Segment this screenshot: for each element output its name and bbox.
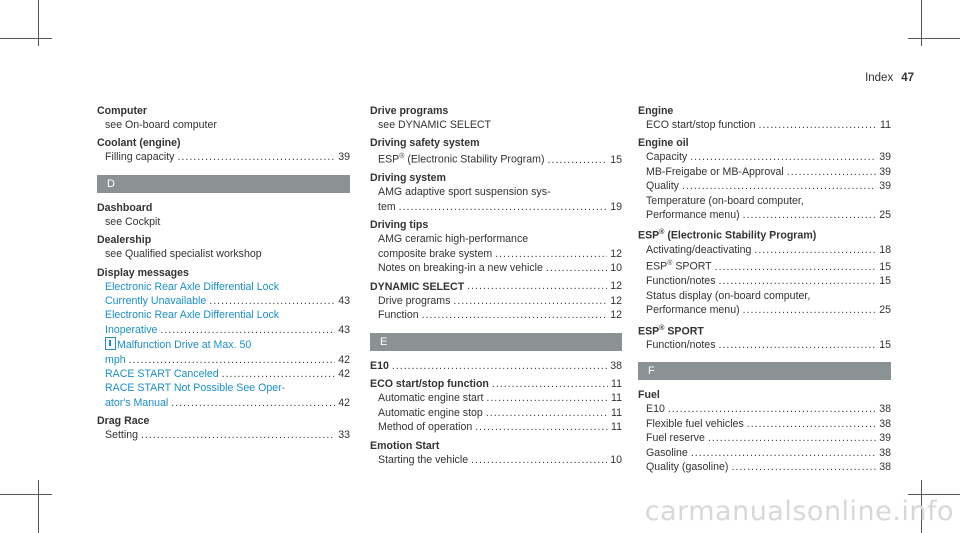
- index-entry-dealership: [97, 233, 350, 261]
- page-ref: 25: [879, 209, 891, 222]
- leader-dots: [754, 243, 876, 257]
- entry-subitem: [97, 247, 350, 261]
- index-entry-e10: [370, 359, 622, 373]
- leader-dots: [787, 165, 876, 179]
- subitem-text: Function/notes: [646, 275, 716, 288]
- entry-subitem[interactable]: [97, 280, 350, 294]
- entry-subitem[interactable]: [638, 446, 891, 460]
- entry-subitem[interactable]: [638, 402, 891, 416]
- leader-dots: [759, 118, 877, 132]
- leader-dots: [475, 420, 608, 434]
- subitem-text: Inoperative: [105, 323, 158, 336]
- subitem-text: Currently Unavailable: [105, 295, 207, 308]
- leader-dots: [392, 359, 607, 373]
- warning-icon: [105, 337, 116, 350]
- page-ref: 39: [879, 165, 891, 178]
- page-ref: 43: [338, 323, 350, 336]
- leader-dots: [719, 338, 877, 352]
- entry-subitem[interactable]: [638, 243, 891, 257]
- entry-heading: Display messages: [97, 266, 189, 279]
- page-ref: 42: [338, 396, 350, 409]
- entry-subitem[interactable]: [638, 208, 891, 222]
- entry-heading: Drag Race: [97, 415, 150, 428]
- subitem-text: tem: [378, 200, 396, 213]
- entry-subitem[interactable]: [370, 294, 622, 308]
- subitem-text: Filling capacity: [105, 151, 175, 164]
- subitem-text: AMG adaptive sport suspension sys-: [378, 186, 551, 199]
- subitem-text: Temperature (on-board computer,: [646, 194, 804, 207]
- entry-subitem[interactable]: [638, 289, 891, 303]
- leader-dots: [747, 417, 876, 431]
- index-entry-drag-race: [97, 414, 350, 442]
- entry-subitem[interactable]: [97, 367, 350, 381]
- entry-heading: Driving safety system: [370, 137, 480, 150]
- leader-dots: [160, 323, 335, 337]
- subitem-label: (Electronic Stability Program): [407, 153, 545, 166]
- crop-mark: [38, 0, 39, 46]
- subitem-text: Gasoline: [646, 446, 688, 459]
- watermark: carmanualsonline.info: [644, 496, 954, 527]
- page-ref: 38: [879, 461, 891, 474]
- entry-subitem[interactable]: [370, 453, 622, 467]
- entry-subitem[interactable]: [97, 396, 350, 410]
- index-entry-driving-safety: [370, 136, 622, 167]
- entry-subitem[interactable]: [97, 294, 350, 308]
- leader-dots: [492, 377, 608, 391]
- leader-dots: [495, 247, 607, 261]
- page-ref: 15: [879, 260, 891, 273]
- page-ref: 38: [610, 359, 622, 372]
- leader-dots: [546, 261, 607, 275]
- entry-subitem[interactable]: [638, 194, 891, 208]
- index-entry-emotion-start: [370, 439, 622, 467]
- leader-dots: [177, 150, 335, 164]
- subitem-text: AMG ceramic high-performance: [378, 233, 529, 246]
- entry-heading: Dealership: [97, 234, 152, 247]
- subitem-text: Capacity: [646, 151, 688, 164]
- index-entry-drive-programs: [370, 104, 622, 132]
- entry-subitem[interactable]: [638, 150, 891, 164]
- leader-dots: [222, 367, 336, 381]
- entry-subitem[interactable]: [638, 118, 891, 132]
- page-ref: 38: [879, 403, 891, 416]
- subitem-text: [378, 150, 545, 167]
- page-ref: 39: [879, 432, 891, 445]
- entry-subitem[interactable]: [638, 165, 891, 179]
- leader-dots: [422, 308, 608, 322]
- index-entry-esp-sport: [638, 322, 891, 353]
- subitem-text: Status display (on-board computer,: [646, 289, 811, 302]
- leader-dots: [708, 431, 876, 445]
- subitem-text: RACE START Canceled: [105, 368, 219, 381]
- entry-heading: Drive programs: [370, 105, 449, 117]
- registered-mark: ®: [659, 229, 665, 237]
- subitem-text: composite brake system: [378, 247, 493, 260]
- leader-dots: [471, 453, 607, 467]
- page-ref: 12: [610, 294, 622, 307]
- section-letter-e: E: [370, 333, 622, 351]
- subitem-text: Starting the vehicle: [378, 453, 469, 466]
- entry-subitem[interactable]: [370, 420, 622, 434]
- subitem-text: Setting: [105, 429, 138, 442]
- index-entry-fuel: [638, 388, 891, 474]
- leader-dots: [486, 406, 608, 420]
- entry-heading: Engine: [638, 105, 674, 117]
- subitem-text: [646, 257, 712, 274]
- esp-prefix: ESP: [638, 229, 660, 242]
- leader-dots: [399, 200, 608, 214]
- index-entry-driving-tips: [370, 218, 622, 275]
- entry-heading: Engine oil: [638, 137, 689, 150]
- page-ref: 11: [611, 421, 622, 434]
- crop-mark: [38, 480, 39, 533]
- subitem-text: Notes on breaking-in a new vehicle: [378, 261, 543, 274]
- entry-subitem[interactable]: [370, 261, 622, 275]
- page-ref: 38: [879, 417, 891, 430]
- subitem-text: Performance menu): [646, 304, 740, 317]
- subitem-text: Fuel reserve: [646, 432, 705, 445]
- entry-subitem[interactable]: [370, 232, 622, 246]
- entry-subitem[interactable]: [638, 431, 891, 445]
- subitem-text: Method of operation: [378, 421, 473, 434]
- entry-subitem[interactable]: [370, 247, 622, 261]
- entry-subitem[interactable]: [97, 381, 350, 395]
- page-ref: 10: [610, 261, 622, 274]
- registered-mark: ®: [399, 153, 405, 161]
- subitem-text: ator's Manual: [105, 396, 169, 409]
- entry-heading: Driving system: [370, 172, 446, 185]
- entry-subitem[interactable]: [97, 337, 350, 352]
- page-ref: 12: [610, 280, 622, 293]
- crop-mark: [908, 494, 960, 495]
- heading-text: (Electronic Stability Program): [667, 229, 817, 242]
- subitem-text: Drive programs: [378, 294, 451, 307]
- esp-prefix: ESP: [638, 325, 660, 338]
- subitem-text: Performance menu): [646, 209, 740, 222]
- leader-dots: [731, 460, 876, 474]
- entry-heading: Dashboard: [97, 201, 153, 214]
- subitem-text: E10: [646, 403, 665, 416]
- entry-subitem[interactable]: [97, 150, 350, 164]
- entry-heading: Fuel: [638, 389, 660, 402]
- page-ref: 11: [611, 392, 622, 405]
- index-entry-dynamic-select: [370, 279, 622, 322]
- leader-dots: [486, 391, 608, 405]
- crop-mark: [0, 494, 52, 495]
- page-ref: 25: [879, 304, 891, 317]
- subitem-label: SPORT: [675, 260, 712, 273]
- subitem-text: RACE START Not Possible See Oper-: [105, 382, 286, 395]
- leader-dots: [690, 150, 876, 164]
- page-ref: 15: [610, 153, 622, 166]
- crop-mark: [921, 0, 922, 46]
- subitem-text: Quality: [646, 180, 679, 193]
- page-ref: 15: [879, 339, 891, 352]
- entry-subitem[interactable]: [638, 338, 891, 352]
- page-ref: 12: [610, 309, 622, 322]
- esp-prefix: ESP: [378, 153, 400, 166]
- index-entry-eco: [370, 377, 622, 435]
- entry-subitem[interactable]: [370, 185, 622, 199]
- entry-heading-row[interactable]: [370, 359, 622, 373]
- subitem-text: Electronic Rear Axle Differential Lock: [105, 280, 280, 293]
- page-ref: 39: [879, 151, 891, 164]
- entry-subitem[interactable]: [638, 417, 891, 431]
- page-header: [865, 72, 914, 84]
- entry-heading: Driving tips: [370, 219, 429, 232]
- index-entry-coolant: [97, 136, 350, 164]
- entry-heading: E10: [370, 360, 389, 372]
- page-ref: 19: [610, 200, 622, 213]
- leader-dots: [467, 279, 607, 293]
- page-ref: 39: [879, 180, 891, 193]
- subitem-text: Flexible fuel vehicles: [646, 417, 744, 430]
- page-ref: 18: [879, 243, 891, 256]
- subitem-text: mph: [105, 353, 126, 366]
- leader-dots: [668, 402, 876, 416]
- index-entry-computer: [97, 104, 350, 132]
- page-ref: 43: [338, 295, 350, 308]
- entry-subitem[interactable]: [638, 460, 891, 474]
- leader-dots: [141, 428, 335, 442]
- subitem-text: see On-board computer: [105, 119, 217, 131]
- entry-subitem: [97, 118, 350, 132]
- page-ref: 11: [611, 406, 622, 419]
- subitem-text: see DYNAMIC SELECT: [378, 119, 492, 131]
- entry-subitem[interactable]: [97, 353, 350, 367]
- subitem-text: Automatic engine stop: [378, 406, 483, 419]
- entry-heading-row[interactable]: [370, 377, 622, 391]
- subitem-text: Quality (gasoline): [646, 461, 729, 474]
- leader-dots: [453, 294, 607, 308]
- subitem-text: Function/notes: [646, 339, 716, 352]
- page-ref: 10: [610, 453, 622, 466]
- entry-subitem[interactable]: [97, 323, 350, 337]
- leader-dots: [682, 179, 876, 193]
- index-entry-display-messages: [97, 266, 350, 411]
- entry-subitem[interactable]: [638, 274, 891, 288]
- subitem-text: Malfunction Drive at Max. 50: [117, 339, 252, 352]
- entry-heading: ECO start/stop function: [370, 378, 489, 391]
- leader-dots: [715, 260, 877, 274]
- entry-subitem[interactable]: [97, 308, 350, 322]
- index-entry-esp: [638, 226, 891, 317]
- page-ref: 12: [610, 247, 622, 260]
- subitem-text: MB-Freigabe or MB-Approval: [646, 165, 784, 178]
- entry-subitem[interactable]: [638, 303, 891, 317]
- index-column-3: [638, 104, 891, 475]
- esp-prefix: ESP: [646, 260, 668, 273]
- subitem-text: ECO start/stop function: [646, 119, 756, 131]
- entry-subitem: [370, 118, 622, 132]
- leader-dots: [548, 153, 608, 167]
- registered-mark: ®: [667, 260, 673, 268]
- page-ref: 11: [611, 378, 622, 390]
- subitem-text: Activating/deactivating: [646, 243, 752, 256]
- entry-subitem[interactable]: [370, 406, 622, 420]
- index-entry-engine-oil: [638, 136, 891, 222]
- subitem-text: see Cockpit: [105, 215, 161, 228]
- index-column-2: [370, 104, 622, 467]
- entry-subitem: [97, 215, 350, 229]
- entry-subitem[interactable]: [370, 308, 622, 322]
- section-letter-d: D: [97, 175, 350, 193]
- leader-dots: [719, 274, 877, 288]
- index-entry-dashboard: [97, 201, 350, 229]
- leader-dots: [209, 294, 335, 308]
- subitem-text: Electronic Rear Axle Differential Lock: [105, 309, 280, 322]
- entry-heading-row[interactable]: [370, 279, 622, 293]
- entry-heading: [638, 226, 891, 243]
- leader-dots: [691, 446, 876, 460]
- entry-subitem[interactable]: [638, 257, 891, 274]
- index-column-1: [97, 104, 350, 443]
- crop-mark: [908, 38, 960, 39]
- leader-dots: [743, 303, 877, 317]
- index-entry-driving-system: [370, 171, 622, 214]
- page-ref: 42: [338, 353, 350, 366]
- entry-subitem[interactable]: [370, 150, 622, 167]
- leader-dots: [171, 396, 335, 410]
- page-ref: 11: [880, 119, 891, 131]
- section-letter-f: F: [638, 362, 891, 380]
- index-entry-engine: [638, 104, 891, 132]
- heading-text: SPORT: [667, 325, 704, 338]
- leader-dots: [129, 353, 336, 367]
- entry-heading: Computer: [97, 105, 148, 117]
- page-ref: 33: [338, 429, 350, 442]
- registered-mark: ®: [659, 324, 665, 332]
- subitem-text: Function: [378, 309, 419, 322]
- page-number: 47: [901, 72, 914, 84]
- entry-heading: Emotion Start: [370, 439, 440, 452]
- crop-mark: [0, 38, 52, 39]
- page-ref: 15: [879, 275, 891, 288]
- entry-subitem[interactable]: [97, 428, 350, 442]
- entry-subitem[interactable]: [638, 179, 891, 193]
- subitem-text: see Qualified specialist workshop: [105, 248, 262, 261]
- leader-dots: [743, 208, 877, 222]
- subitem-text: Automatic engine start: [378, 392, 484, 405]
- page-ref: 42: [338, 368, 350, 381]
- entry-subitem[interactable]: [370, 391, 622, 405]
- entry-heading: DYNAMIC SELECT: [370, 280, 465, 293]
- entry-heading: Coolant (engine): [97, 137, 181, 150]
- page-ref: 39: [338, 151, 350, 164]
- entry-subitem[interactable]: [370, 200, 622, 214]
- page-ref: 38: [879, 446, 891, 459]
- section-name: Index: [865, 72, 894, 84]
- entry-heading: [638, 322, 891, 339]
